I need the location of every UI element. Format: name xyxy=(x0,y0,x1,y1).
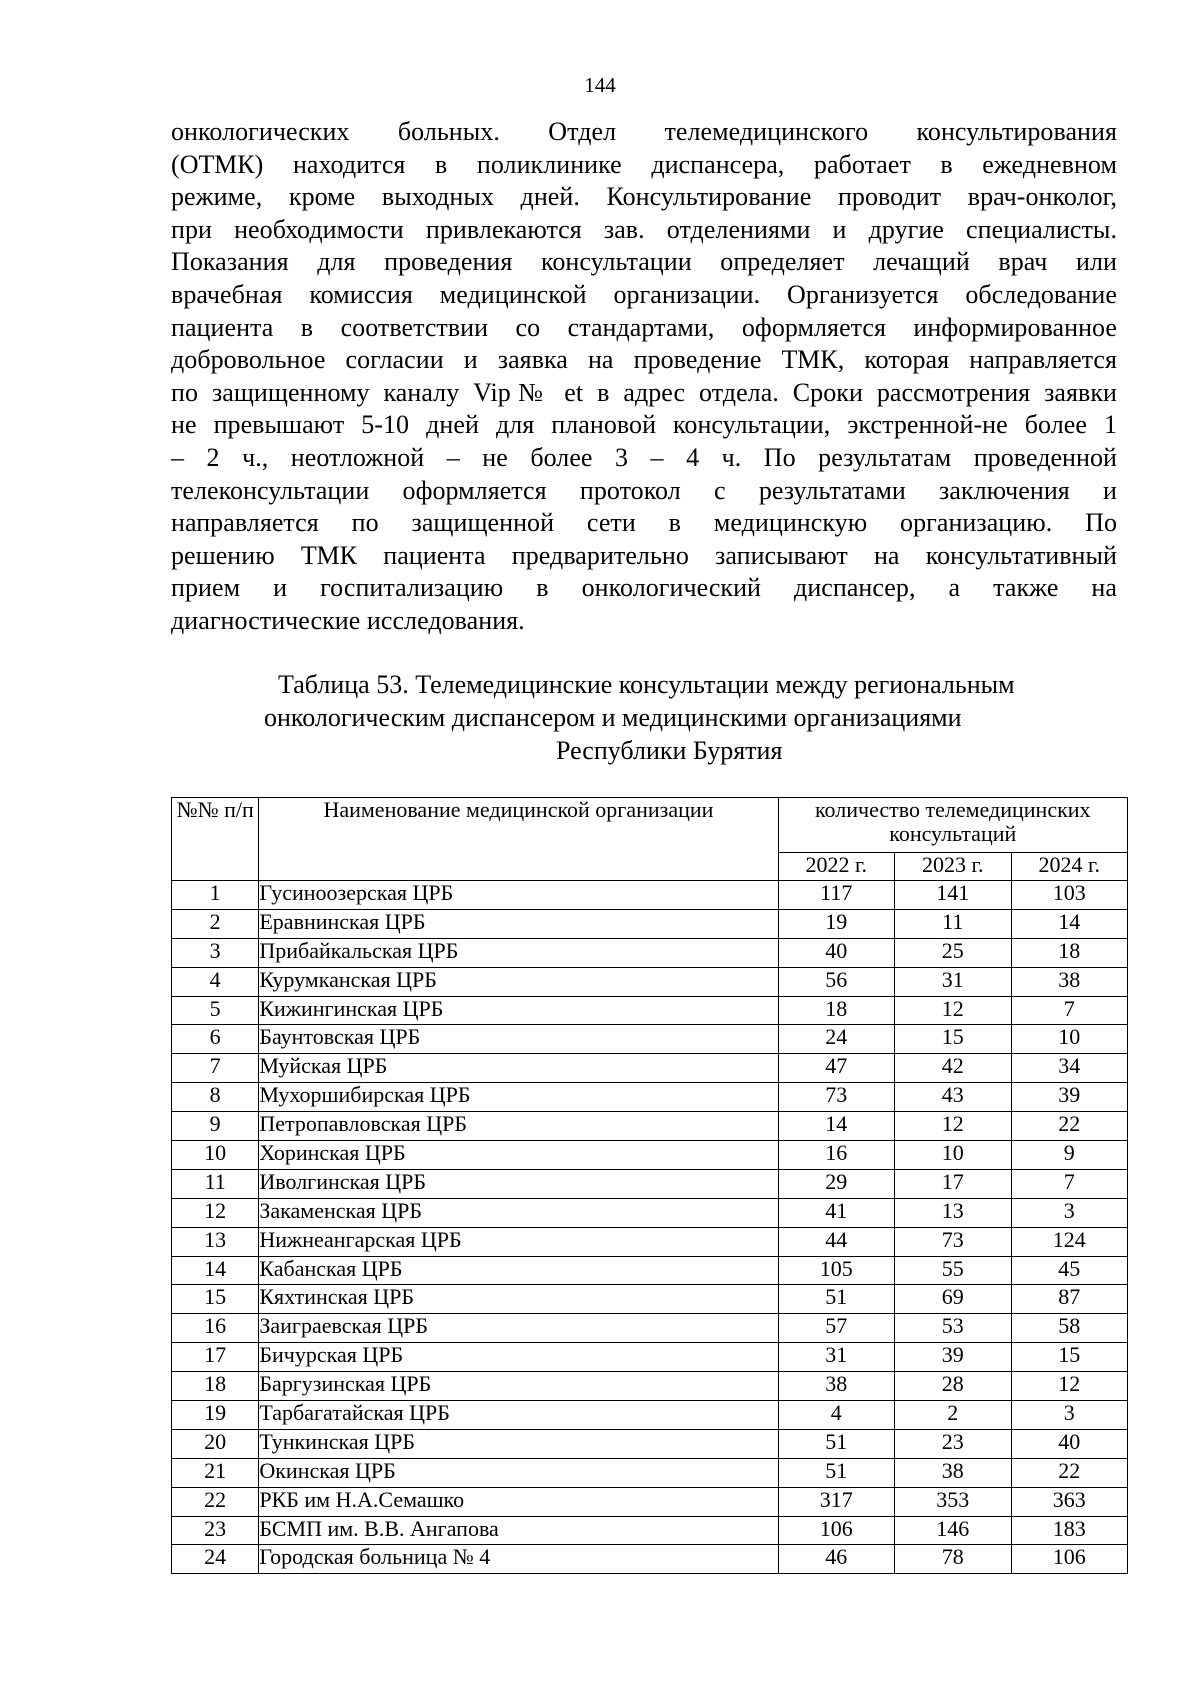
caption-line-2: онкологическим диспансером и медицинскими организациями xyxy=(264,703,962,732)
row-number: 3 xyxy=(172,938,259,967)
table-row xyxy=(172,1545,1128,1574)
count-2024: 34 xyxy=(1011,1054,1128,1083)
table-row xyxy=(172,1083,1128,1112)
count-2023: 69 xyxy=(895,1285,1011,1314)
paragraph-line: Показания для проведения консультации определяет лечащий врач или xyxy=(171,247,1117,277)
count-2024: 18 xyxy=(1011,938,1128,967)
count-2023: 25 xyxy=(895,938,1011,967)
count-2023: 2 xyxy=(895,1401,1011,1430)
count-2022: 57 xyxy=(778,1314,894,1343)
count-2024: 87 xyxy=(1011,1285,1128,1314)
table-row xyxy=(172,909,1128,938)
count-2022: 14 xyxy=(778,1112,894,1141)
count-2022: 44 xyxy=(778,1227,894,1256)
count-2022: 38 xyxy=(778,1372,894,1401)
count-2022: 29 xyxy=(778,1169,894,1198)
row-number: 12 xyxy=(172,1198,259,1227)
paragraph-line: онкологических больных. Отдел телемедицинского консультирования xyxy=(171,117,1117,146)
count-2022: 317 xyxy=(778,1487,894,1516)
count-2022: 4 xyxy=(778,1401,894,1430)
header-organization: Наименование медицинской организации xyxy=(259,798,778,881)
count-2024: 106 xyxy=(1011,1545,1128,1574)
header-year-2024: 2024 г. xyxy=(1011,853,1128,881)
caption-line-1: Таблица 53. Телемедицинские консультации между региональным xyxy=(278,670,1015,699)
count-2023: 39 xyxy=(895,1343,1011,1372)
organization-name: Гусиноозерская ЦРБ xyxy=(259,881,778,910)
row-number: 14 xyxy=(172,1256,259,1285)
table-row xyxy=(172,1343,1128,1372)
count-2023: 10 xyxy=(895,1141,1011,1170)
count-2023: 53 xyxy=(895,1314,1011,1343)
count-2024: 40 xyxy=(1011,1429,1128,1458)
table-row xyxy=(172,1487,1128,1516)
paragraph-line: – 2 ч., неотложной – не более 3 – 4 ч. По результатам проведенной xyxy=(171,442,1117,472)
count-2024: 7 xyxy=(1011,996,1128,1025)
table-row xyxy=(172,938,1128,967)
table-row xyxy=(172,1429,1128,1458)
row-number: 10 xyxy=(172,1141,259,1170)
count-2023: 42 xyxy=(895,1054,1011,1083)
count-2024: 183 xyxy=(1011,1516,1128,1545)
paragraph-line: пациента в соответствии со стандартами, оформляется информированное xyxy=(171,312,1117,342)
paragraph-line: прием и госпитализацию в онкологический диспансер, а также на xyxy=(171,573,1117,603)
paragraph-line: добровольное согласии и заявка на проведение ТМК, которая направляется xyxy=(171,345,1117,375)
count-2024: 45 xyxy=(1011,1256,1128,1285)
table-caption xyxy=(0,668,1200,767)
table-row xyxy=(172,1054,1128,1083)
row-number: 22 xyxy=(172,1487,259,1516)
count-2024: 3 xyxy=(1011,1401,1128,1430)
count-2022: 41 xyxy=(778,1198,894,1227)
count-2023: 38 xyxy=(895,1458,1011,1487)
table-row xyxy=(172,1198,1128,1227)
count-2024: 103 xyxy=(1011,881,1128,910)
count-2024: 363 xyxy=(1011,1487,1128,1516)
row-number: 9 xyxy=(172,1112,259,1141)
table-row xyxy=(172,1227,1128,1256)
paragraph-line: направляется по защищенной сети в медицинскую организацию. По xyxy=(171,508,1117,538)
header-year-2023: 2023 г. xyxy=(895,853,1011,881)
count-2024: 14 xyxy=(1011,909,1128,938)
count-2022: 51 xyxy=(778,1429,894,1458)
organization-name: Городская больница № 4 xyxy=(259,1545,778,1574)
row-number: 1 xyxy=(172,881,259,910)
count-2022: 46 xyxy=(778,1545,894,1574)
row-number: 2 xyxy=(172,909,259,938)
table-row xyxy=(172,1285,1128,1314)
table-row xyxy=(172,1516,1128,1545)
count-2024: 15 xyxy=(1011,1343,1128,1372)
count-2023: 13 xyxy=(895,1198,1011,1227)
count-2022: 117 xyxy=(778,881,894,910)
organization-name: Еравнинская ЦРБ xyxy=(259,909,778,938)
organization-name: Тарбагатайская ЦРБ xyxy=(259,1401,778,1430)
count-2022: 16 xyxy=(778,1141,894,1170)
count-2024: 22 xyxy=(1011,1112,1128,1141)
table-row xyxy=(172,1025,1128,1054)
table-row xyxy=(172,1169,1128,1198)
count-2024: 22 xyxy=(1011,1458,1128,1487)
organization-name: Баргузинская ЦРБ xyxy=(259,1372,778,1401)
paragraph-line: (ОТМК) находится в поликлинике диспансера, работает в ежедневном xyxy=(171,149,1117,179)
organization-name: БСМП им. В.В. Ангапова xyxy=(259,1516,778,1545)
count-2023: 15 xyxy=(895,1025,1011,1054)
organization-name: Закаменская ЦРБ xyxy=(259,1198,778,1227)
table-row xyxy=(172,1256,1128,1285)
paragraph-line: не превышают 5-10 дней для плановой консультации, экстренной-не более 1 xyxy=(171,410,1117,440)
count-2024: 38 xyxy=(1011,967,1128,996)
organization-name: Тункинская ЦРБ xyxy=(259,1429,778,1458)
count-2022: 56 xyxy=(778,967,894,996)
organization-name: Петропавловская ЦРБ xyxy=(259,1112,778,1141)
count-2024: 124 xyxy=(1011,1227,1128,1256)
organization-name: Кабанская ЦРБ xyxy=(259,1256,778,1285)
table-row xyxy=(172,1141,1128,1170)
paragraph-line: при необходимости привлекаются зав. отделениями и другие специалисты. xyxy=(171,214,1117,244)
count-2023: 17 xyxy=(895,1169,1011,1198)
count-2022: 40 xyxy=(778,938,894,967)
row-number: 11 xyxy=(172,1169,259,1198)
table-row xyxy=(172,1372,1128,1401)
telemedicine-table xyxy=(171,797,1128,1574)
header-num: №№ п/п xyxy=(172,798,259,881)
row-number: 17 xyxy=(172,1343,259,1372)
organization-name: Кяхтинская ЦРБ xyxy=(259,1285,778,1314)
count-2023: 11 xyxy=(895,909,1011,938)
row-number: 24 xyxy=(172,1545,259,1574)
count-2024: 9 xyxy=(1011,1141,1128,1170)
count-2022: 106 xyxy=(778,1516,894,1545)
row-number: 16 xyxy=(172,1314,259,1343)
count-2023: 73 xyxy=(895,1227,1011,1256)
organization-name: Хоринская ЦРБ xyxy=(259,1141,778,1170)
organization-name: Бичурская ЦРБ xyxy=(259,1343,778,1372)
organization-name: Мухоршибирская ЦРБ xyxy=(259,1083,778,1112)
header-year-2022: 2022 г. xyxy=(778,853,894,881)
count-2023: 141 xyxy=(895,881,1011,910)
table-row xyxy=(172,996,1128,1025)
count-2023: 28 xyxy=(895,1372,1011,1401)
count-2022: 31 xyxy=(778,1343,894,1372)
row-number: 19 xyxy=(172,1401,259,1430)
organization-name: Заиграевская ЦРБ xyxy=(259,1314,778,1343)
caption-line-3: Республики Бурятия xyxy=(556,736,783,765)
organization-name: Курумканская ЦРБ xyxy=(259,967,778,996)
organization-name: Муйская ЦРБ xyxy=(259,1054,778,1083)
paragraph-line: диагностические исследования. xyxy=(171,605,525,635)
paragraph-line: по защищенному каналу Vip№ et в адрес отдела. Сроки рассмотрения заявки xyxy=(171,377,1117,407)
table-row xyxy=(172,881,1128,910)
count-2023: 12 xyxy=(895,1112,1011,1141)
row-number: 4 xyxy=(172,967,259,996)
organization-name: Кижингинская ЦРБ xyxy=(259,996,778,1025)
count-2024: 39 xyxy=(1011,1083,1128,1112)
row-number: 18 xyxy=(172,1372,259,1401)
count-2022: 105 xyxy=(778,1256,894,1285)
count-2022: 51 xyxy=(778,1458,894,1487)
count-2024: 58 xyxy=(1011,1314,1128,1343)
paragraph-line: телеконсультации оформляется протокол с результатами заключения и xyxy=(171,475,1117,505)
paragraph-line: врачебная комиссия медицинской организации. Организуется обследование xyxy=(171,279,1117,309)
count-2022: 19 xyxy=(778,909,894,938)
paragraph-line: решению ТМК пациента предварительно записывают на консультативный xyxy=(171,540,1117,570)
organization-name: Баунтовская ЦРБ xyxy=(259,1025,778,1054)
table-row xyxy=(172,1458,1128,1487)
count-2023: 55 xyxy=(895,1256,1011,1285)
row-number: 8 xyxy=(172,1083,259,1112)
count-2022: 24 xyxy=(778,1025,894,1054)
row-number: 20 xyxy=(172,1429,259,1458)
count-2024: 7 xyxy=(1011,1169,1128,1198)
organization-name: Иволгинская ЦРБ xyxy=(259,1169,778,1198)
organization-name: Окинская ЦРБ xyxy=(259,1458,778,1487)
table-row xyxy=(172,1401,1128,1430)
table-row xyxy=(172,967,1128,996)
organization-name: РКБ им Н.А.Семашко xyxy=(259,1487,778,1516)
row-number: 7 xyxy=(172,1054,259,1083)
count-2023: 43 xyxy=(895,1083,1011,1112)
row-number: 5 xyxy=(172,996,259,1025)
table-row xyxy=(172,1314,1128,1343)
table-row xyxy=(172,1112,1128,1141)
row-number: 21 xyxy=(172,1458,259,1487)
count-2023: 353 xyxy=(895,1487,1011,1516)
paragraph-line: режиме, кроме выходных дней. Консультирование проводит врач-онколог, xyxy=(171,182,1117,212)
count-2023: 78 xyxy=(895,1545,1011,1574)
count-2022: 73 xyxy=(778,1083,894,1112)
row-number: 15 xyxy=(172,1285,259,1314)
count-2022: 51 xyxy=(778,1285,894,1314)
row-number: 13 xyxy=(172,1227,259,1256)
count-2022: 18 xyxy=(778,996,894,1025)
header-count: количество телемедицинских консультаций xyxy=(778,798,1127,853)
count-2024: 10 xyxy=(1011,1025,1128,1054)
count-2022: 47 xyxy=(778,1054,894,1083)
count-2023: 31 xyxy=(895,967,1011,996)
count-2024: 3 xyxy=(1011,1198,1128,1227)
table-body xyxy=(172,881,1128,1574)
count-2024: 12 xyxy=(1011,1372,1128,1401)
count-2023: 23 xyxy=(895,1429,1011,1458)
count-2023: 12 xyxy=(895,996,1011,1025)
organization-name: Нижнеангарская ЦРБ xyxy=(259,1227,778,1256)
row-number: 6 xyxy=(172,1025,259,1054)
count-2023: 146 xyxy=(895,1516,1011,1545)
page-number: 144 xyxy=(584,73,616,97)
organization-name: Прибайкальская ЦРБ xyxy=(259,938,778,967)
body-paragraph xyxy=(171,116,1117,638)
row-number: 23 xyxy=(172,1516,259,1545)
